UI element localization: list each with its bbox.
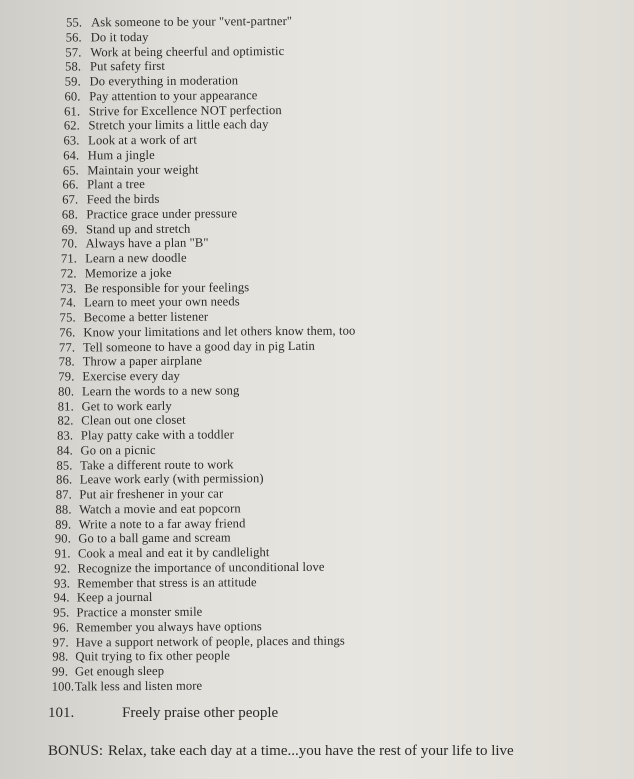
item-text: Have a support network of people, places and things <box>75 633 345 649</box>
item-number: 88. <box>55 502 72 517</box>
item-number: 84. <box>56 443 73 458</box>
item-text: Talk less and listen more <box>74 678 203 694</box>
item-number: 63. <box>63 133 80 148</box>
item-text: Put safety first <box>89 59 166 74</box>
item-number: 57. <box>65 44 82 60</box>
item-number: 60. <box>64 89 81 104</box>
item-number: 100. <box>51 679 75 694</box>
item-text: Plant a tree <box>86 177 145 192</box>
item-text: Do it today <box>90 29 149 45</box>
item-number: 70. <box>61 236 78 251</box>
item-number: 69. <box>61 221 78 237</box>
item-text: Strive for Excellence NOT perfection <box>88 102 282 118</box>
item-text: Practice a monster smile <box>76 604 203 620</box>
item-number: 64. <box>63 148 80 163</box>
item-text: Learn a new doodle <box>85 250 187 266</box>
item-text: Put air freshener in your car <box>79 486 224 502</box>
item-number: 55. <box>65 15 83 30</box>
item-text: Do everything in moderation <box>89 73 239 89</box>
item-text: Play patty cake with a toddler <box>80 427 234 443</box>
item-text: Remember you always have options <box>76 618 262 635</box>
item-text: Look at a work of art <box>88 132 197 148</box>
item-number: 94. <box>53 590 70 605</box>
item-text: Keep a journal <box>76 590 153 605</box>
item-text: Be responsible for your feelings <box>84 279 250 295</box>
item-number: 68. <box>61 207 78 222</box>
item-number: 97. <box>52 635 69 650</box>
item-text: Clean out one closet <box>81 412 186 428</box>
item-text: Learn to meet your own needs <box>84 294 240 310</box>
item-number: 74. <box>59 295 77 310</box>
item-text: Remember that stress is an attitude <box>77 574 257 590</box>
item-text: Always have a plan "B" <box>85 235 209 251</box>
item-number: 65. <box>62 162 79 178</box>
item-number: 67. <box>62 192 79 207</box>
item-number: 66. <box>62 177 79 192</box>
item-text: Quit trying to fix other people <box>75 648 230 664</box>
item-number: 77. <box>58 339 76 355</box>
item-text: Learn the words to a new song <box>81 383 240 399</box>
item-text: Stretch your limits a little each day <box>88 117 269 133</box>
item-number: 76. <box>59 325 76 340</box>
item-number: 96. <box>52 620 70 635</box>
item-number: 61. <box>64 103 81 119</box>
item-number: 86. <box>56 472 73 487</box>
item-number: 83. <box>57 428 74 443</box>
item-text: Hum a jingle <box>87 147 155 163</box>
list-item <box>5 675 634 694</box>
item-number: 82. <box>57 413 74 428</box>
item-number: 81. <box>57 398 74 414</box>
item-number: 93. <box>53 576 71 591</box>
item-number: 73. <box>60 280 77 296</box>
item-number: 79. <box>58 369 75 384</box>
item-number: 71. <box>60 251 78 266</box>
item-number: 85. <box>56 458 73 473</box>
item-number: 98. <box>52 649 69 664</box>
item-text: Practice grace under pressure <box>86 206 238 222</box>
item-number: 56. <box>65 30 82 45</box>
item-number: 95. <box>53 605 70 620</box>
bonus-label: BONUS: <box>48 743 104 759</box>
item-text: Throw a paper airplane <box>82 353 203 369</box>
bonus-text: Relax, take each day at a time...you have the rest of your life to live <box>108 743 514 759</box>
item-number: 92. <box>54 561 71 576</box>
item-number: 75. <box>59 310 76 325</box>
item-number: 89. <box>55 517 72 532</box>
item-number: 87. <box>55 487 72 502</box>
item-text: Cook a meal and eat it by candlelight <box>77 545 270 561</box>
item-text: Pay attention to your appearance <box>89 87 258 104</box>
item-text: Get enough sleep <box>74 663 165 679</box>
item-text: Work at being cheerful and optimistic <box>90 43 285 59</box>
item-text: Stand up and stretch <box>85 221 191 236</box>
item-number: 62. <box>63 118 80 133</box>
item-text: Exercise every day <box>82 368 180 384</box>
tips-list <box>0 12 634 695</box>
bonus-line <box>48 743 514 760</box>
item-text: Write a note to a far away friend <box>78 515 246 531</box>
item-text: Ask someone to be your "vent-partner" <box>90 13 293 30</box>
item-text: Get to work early <box>81 398 172 413</box>
item-text: Go to a ball game and scream <box>78 530 231 546</box>
item-text: Know your limitations and let others know them, too <box>83 323 356 340</box>
item-text: Take a different route to work <box>80 456 234 472</box>
item-text: Watch a movie and eat popcorn <box>78 501 241 517</box>
item-text: Go on a picnic <box>80 442 156 458</box>
item-text: Recognize the importance of unconditional love <box>77 559 325 576</box>
item-text: Maintain your weight <box>87 162 199 177</box>
item-text: Memorize a joke <box>84 265 172 281</box>
item-text: Become a better listener <box>83 309 209 325</box>
item-number: 59. <box>64 74 81 89</box>
item-number: 99. <box>51 664 69 679</box>
item-number: 101. <box>48 705 75 721</box>
item-text: Leave work early (with permission) <box>79 471 264 487</box>
item-text: Tell someone to have a good day in pig Latin <box>82 338 315 354</box>
item-number: 80. <box>58 384 75 399</box>
item-number: 58. <box>65 59 82 74</box>
item-number: 90. <box>54 531 71 546</box>
item-text: Freely praise other people <box>122 705 279 721</box>
item-text: Feed the birds <box>86 191 160 207</box>
item-number: 91. <box>54 546 71 561</box>
item-number: 72. <box>60 266 77 281</box>
item-number: 78. <box>58 354 75 369</box>
